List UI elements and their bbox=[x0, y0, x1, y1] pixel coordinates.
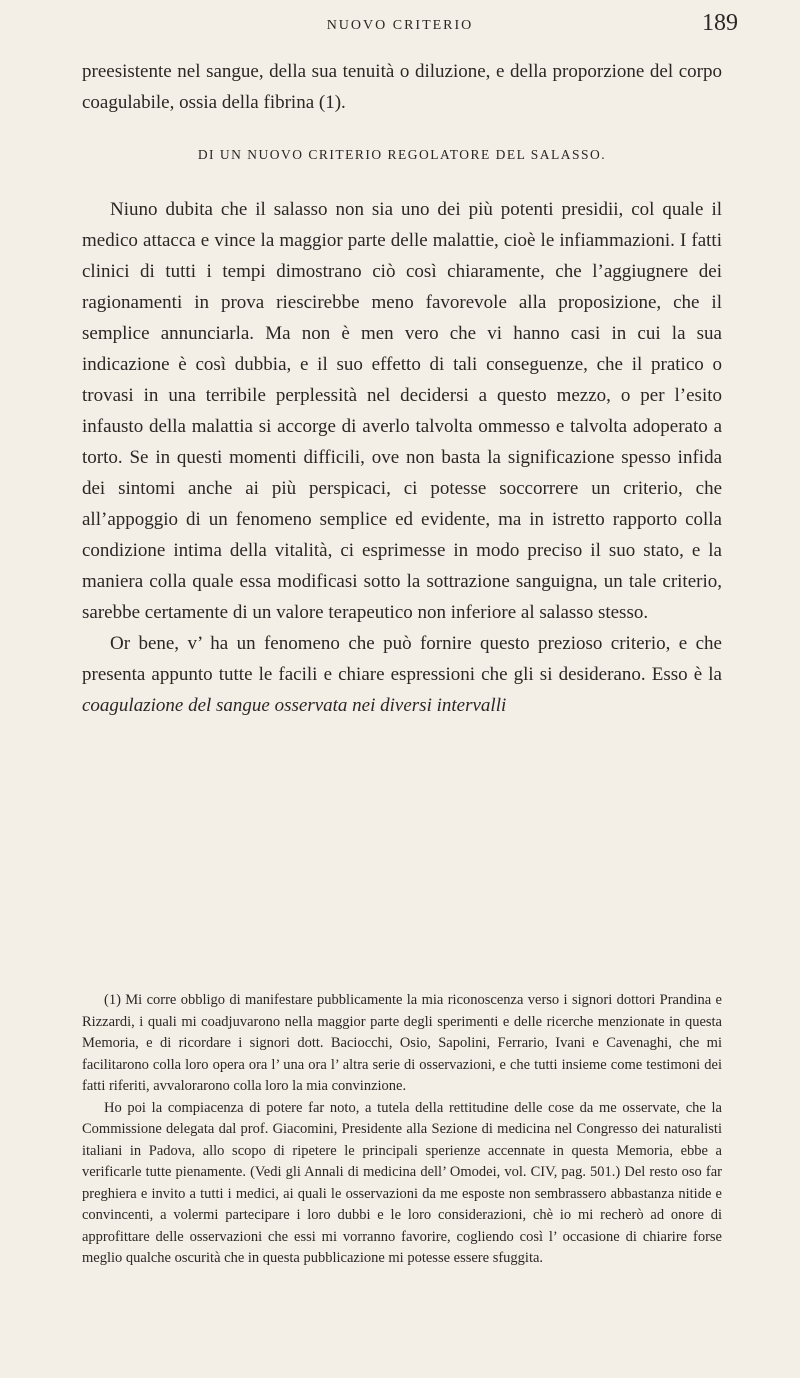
paragraph-2 bbox=[82, 628, 722, 721]
continued-paragraph: preesistente nel sangue, della sua tenuità o diluzione, e della proporzione del corpo coagulabile, ossia della fibrina (1). bbox=[82, 61, 722, 113]
footnotes bbox=[82, 990, 722, 1270]
paragraph-2-italic: coagulazione del sangue osservata nei diversi intervalli bbox=[82, 695, 507, 716]
paragraph-1: Niuno dubita che il salasso non sia uno dei più potenti presidii, col quale il medico attacca e vince la maggior parte delle malattie, cioè le infiammazioni. I fatti clinici di tutti i tempi dimostrano ciò così chiaramente, che l’aggiugnere dei ragionamenti in prova riescirebbe meno favorevole alla proposizione, che il semplice annunciarla. Ma non è men vero che vi hanno casi in cui la sua indicazione è così dubbia, e il suo effetto di tali conseguenze, che il pratico o trovasi in una terribile perplessità nel decidersi a questo mezzo, o per l’esito infausto della malattia si accorge di averlo talvolta ommesso e talvolta adoperato a torto. Se in questi momenti difficili, ove non basta la significazione spesso infida dei sintomi anche ai più perspicaci, ci potesse soccorrere un criterio, che all’appoggio di un fenomeno semplice ed evidente, ma in istretto rapporto colla condizione intima della vitalità, ci esprimesse in modo preciso il suo stato, e la maniera colla quale essa modificasi sotto la sottrazione sanguigna, un tale criterio, sarebbe certamente di un valore terapeutico non inferiore al salasso stesso. bbox=[82, 199, 722, 623]
paragraph-2-text: Or bene, v’ ha un fenomeno che può fornire questo prezioso criterio, e che presenta appunto tutte le facili e chiare espressioni che gli si desiderano. Esso è la bbox=[82, 633, 722, 685]
section-heading: DI UN NUOVO CRITERIO REGOLATORE DEL SALASSO. bbox=[197, 147, 607, 162]
main-text bbox=[82, 56, 722, 721]
page-number: 189 bbox=[702, 10, 738, 36]
footnote-2: Ho poi la compiacenza di potere far noto, a tutela della rettitudine delle cose da me osservate, che la Commissione delegata dal prof. Giacomini, Presidente alla Sezione di medicina nel Congresso dei naturalisti italiani in Padova, allo scopo di ripetere le principali sperienze accennate in questa Memoria, ebbe a verificarle tutte pienamente. (Vedi gli Annali di medicina dell’ Omodei, vol. CIV, pag. 501.) Del resto oso far preghiera e invito a tutti i medici, ai quali le osservazioni da me esposte non sembrassero abbastanza nitide e convincenti, a volermi partecipare i loro dubbi e le loro considerazioni, chè io mi recherò ad onore di approfittare delle osservazioni che essi mi vorranno favorire, cogliendo così l’ occasione di chiarire forse meglio qualche oscurità che in questa pubblicazione mi potesse essere sfuggita. bbox=[82, 1099, 722, 1266]
footnote-1: (1) Mi corre obbligo di manifestare pubblicamente la mia riconoscenza verso i signori dottori Prandina e Rizzardi, i quali mi coadjuvarono nella maggior parte degli sperimenti e delle ricerche menzionate in questa Memoria, e di ricordare i signori dott. Baciocchi, Osio, Sapolini, Ferrario, Ivani e Cavenaghi, che mi facilitarono colla loro opera ora l’ una ora l’ altra serie di osservazioni, e che tutti insieme come testimoni dei fatti riferiti, avvalorarono colla loro la mia convinzione. bbox=[82, 992, 722, 1094]
running-head: NUOVO CRITERIO bbox=[326, 18, 474, 33]
